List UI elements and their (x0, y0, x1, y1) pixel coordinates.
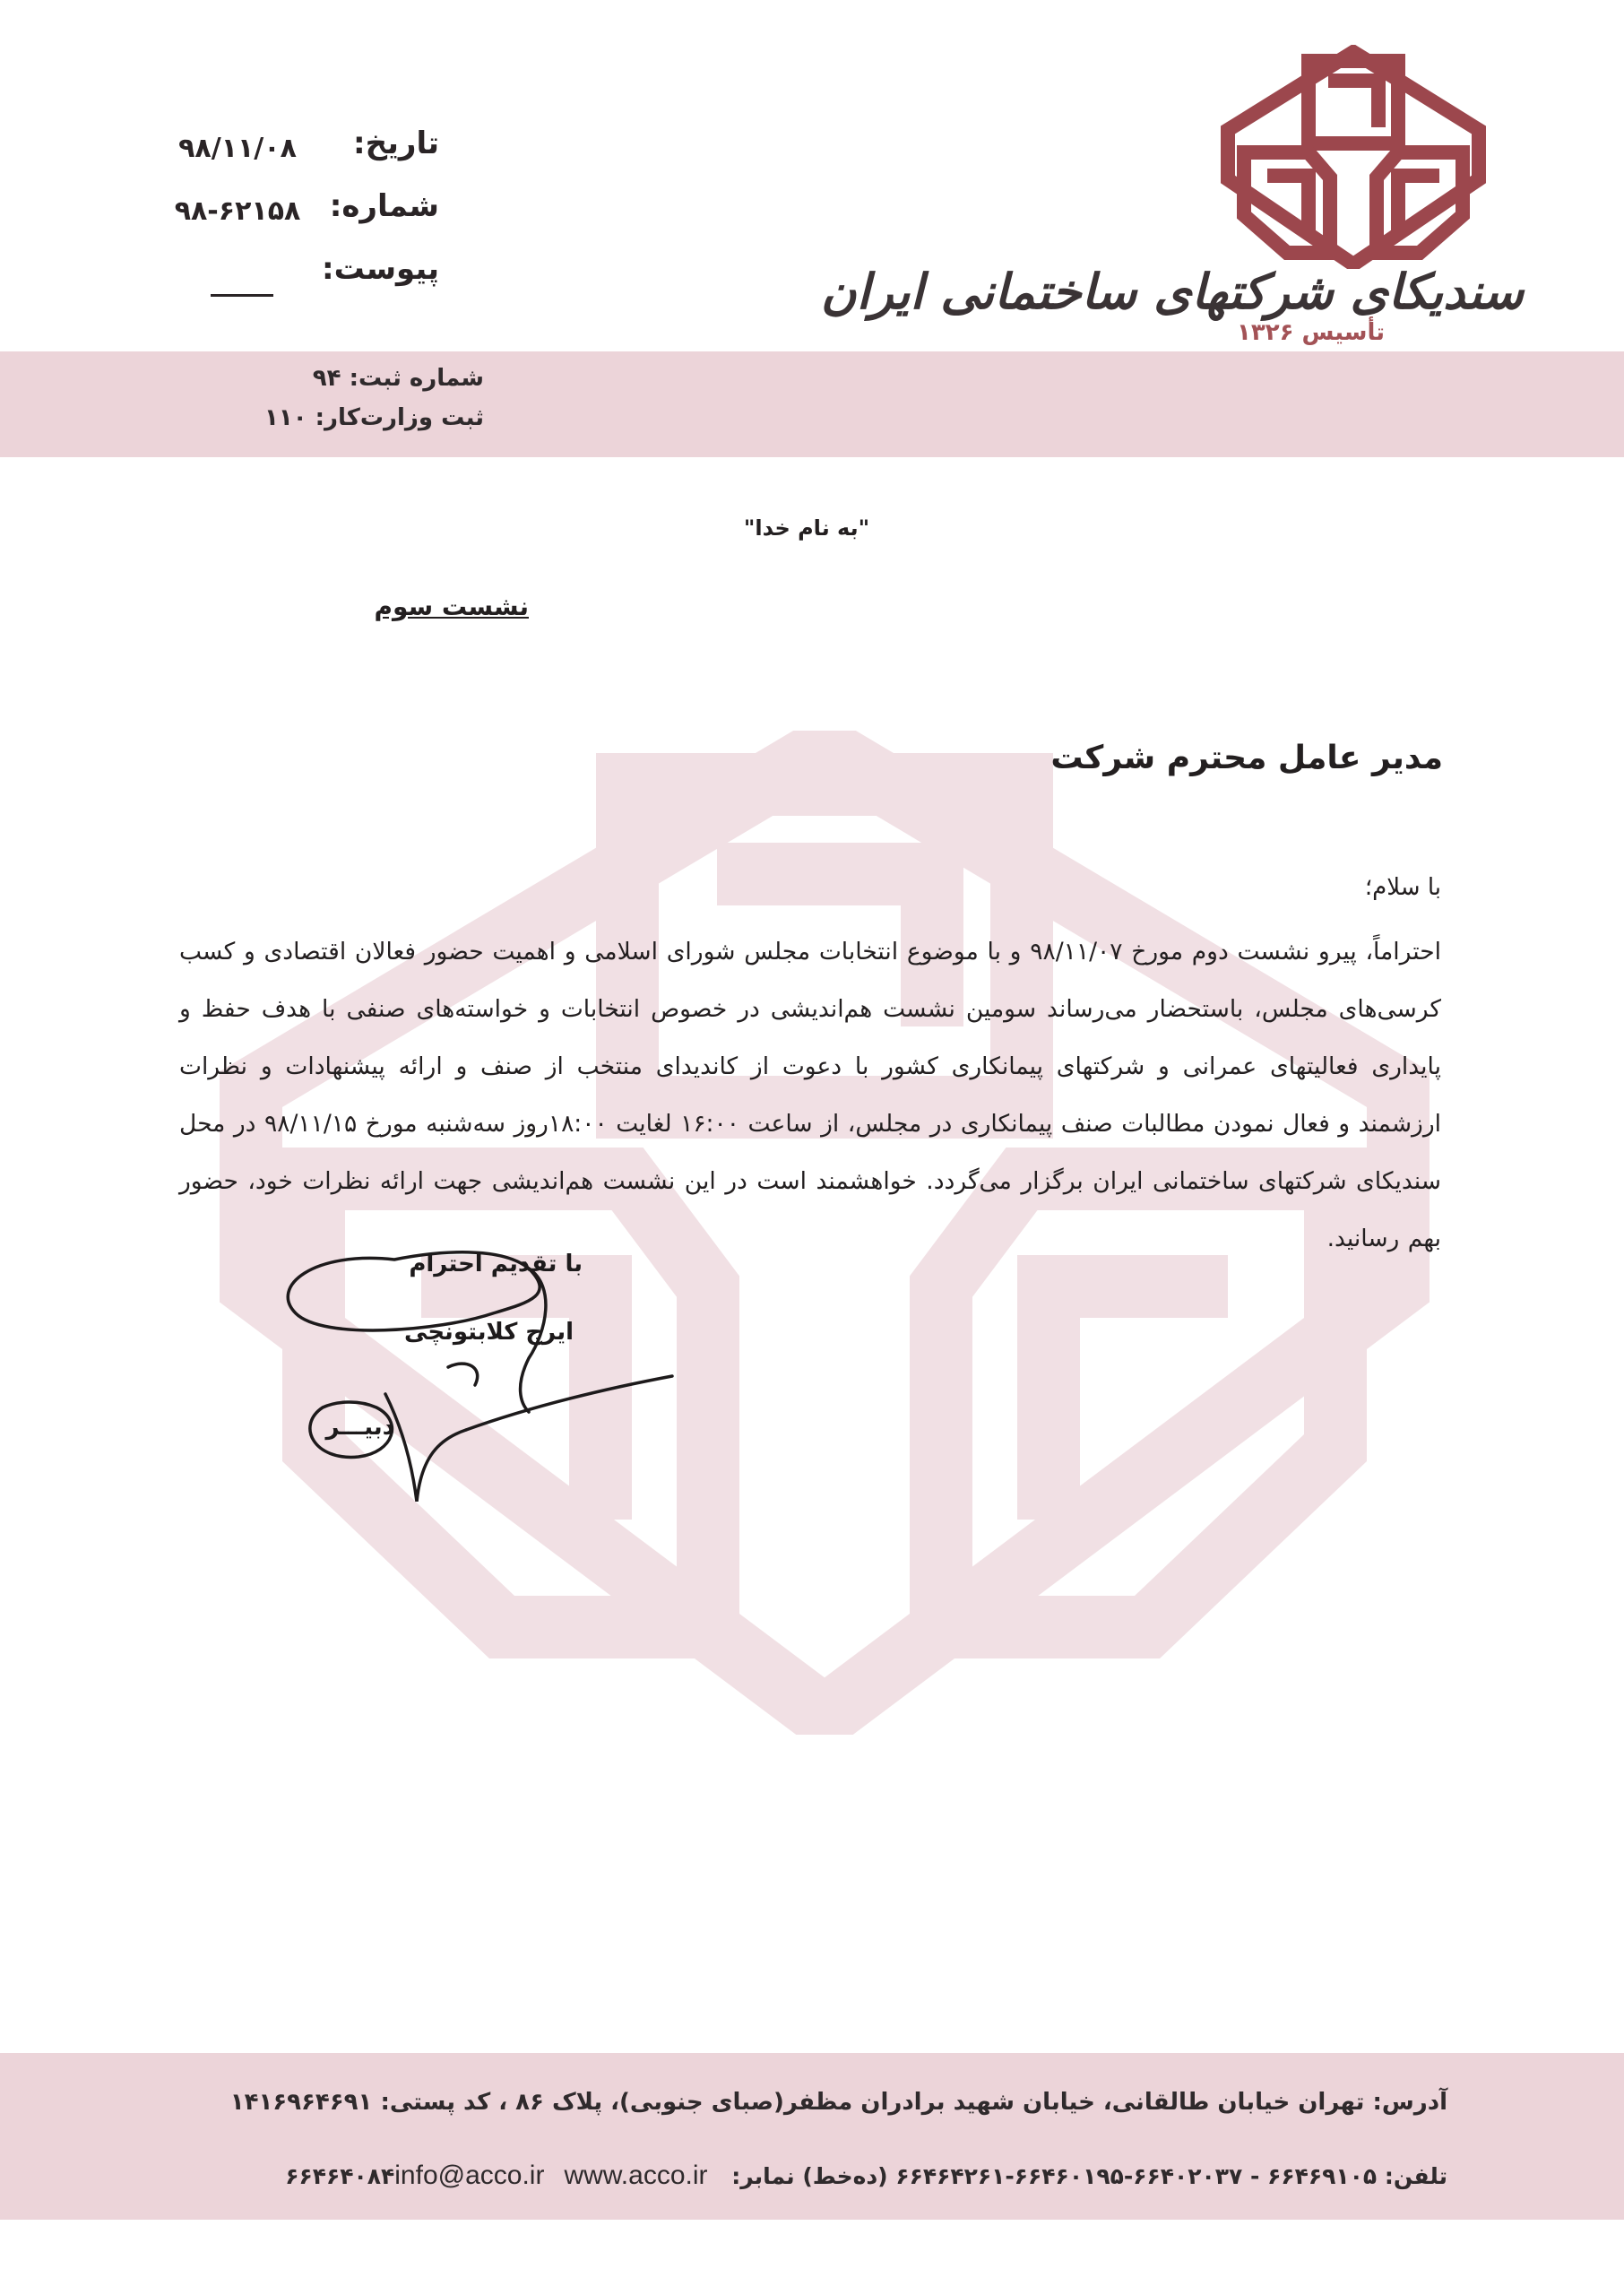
closing-phrase: با تقدیم احترام (409, 1251, 583, 1277)
number-row (161, 188, 439, 242)
attachment-row (161, 251, 439, 305)
footer-address: آدرس: تهران خیابان طالقانی، خیابان شهید برادران مظفر(صبای جنوبی)، پلاک ۸۶ ، کد پستی: ۱۴۱۶۹۶۴۶۹۱ (229, 2089, 1447, 2116)
signatory-title: دبیـــر (325, 1414, 394, 1441)
attachment-dash (211, 294, 273, 297)
number-value: ۹۸-۶۲۱۵۸ (174, 195, 301, 227)
date-label: تاریخ: (353, 126, 439, 161)
signatory-name: ایرج کلابتونچی (404, 1319, 574, 1346)
number-label: شماره: (329, 188, 439, 224)
registration-block (179, 359, 484, 448)
ministry-registration: ثبت وزارت‌کار: ۱۱۰ (264, 404, 484, 431)
addressee: مدیر عامل محترم شرکت (1050, 740, 1443, 776)
registration-number: شماره ثبت: ۹۴ (312, 365, 484, 392)
footer-email[interactable]: info@acco.ir (394, 2161, 545, 2190)
attachment-label: پیوست: (322, 251, 439, 287)
date-value: ۹۸/۱۱/۰۸ (178, 133, 297, 164)
footer-website[interactable]: www.acco.ir (564, 2161, 708, 2190)
founded-year: تأسیس ۱۳۲۶ (1237, 319, 1385, 346)
bismillah: "به نام خدا" (743, 515, 870, 541)
syndicate-logo-icon (1219, 45, 1488, 269)
salutation: با سلام؛ (1364, 874, 1441, 901)
organization-name: سندیکای شرکتهای ساختمانی ایران (820, 263, 1524, 320)
footer-contact (170, 2161, 1447, 2205)
session-title: نشست سوم (374, 592, 529, 621)
signature-block (260, 1233, 690, 1502)
letter-body: احتراماً، پیرو نشست دوم مورخ ۹۸/۱۱/۰۷ و با موضوع انتخابات مجلس شورای اسلامی و اهمیت حضور فعالان اقتصادی و کسب کرسی‌های مجلس، باستحضار می‌رساند سومین نشست هم‌اندیشی در خصوص انتخابات و خواسته‌های صنفی با هدف حفظ و پایداری فعالیتهای عمرانی و شرکتهای پیمانکاری کشور با دعوت از کاندیدای منتخب از صنف و ارائه پیشنهادات و نظرات ارزشمند و فعال نمودن مطالبات صنف پیمانکاری در مجلس، از ساعت ۱۶:۰۰ لغایت ۱۸:۰۰روز سه‌شنبه مورخ ۹۸/۱۱/۱۵ در محل سندیکای شرکتهای ساختمانی ایران برگزار می‌گردد. خواهشمند است در این نشست هم‌اندیشی جهت ارائه نظرات خود، حضور بهم رسانید. (179, 938, 1442, 1252)
footer-phones: تلفن: ۶۶۴۶۹۱۰۵ - ۶۶۴۰۲۰۳۷-۶۶۴۶۰۱۹۵-۶۶۴۶۴۲۶۱ (ده‌خط) نمابر: ۶۶۴۶۴۰۸۴ (285, 2163, 1447, 2189)
letter-meta (161, 126, 439, 305)
date-row (161, 126, 439, 179)
